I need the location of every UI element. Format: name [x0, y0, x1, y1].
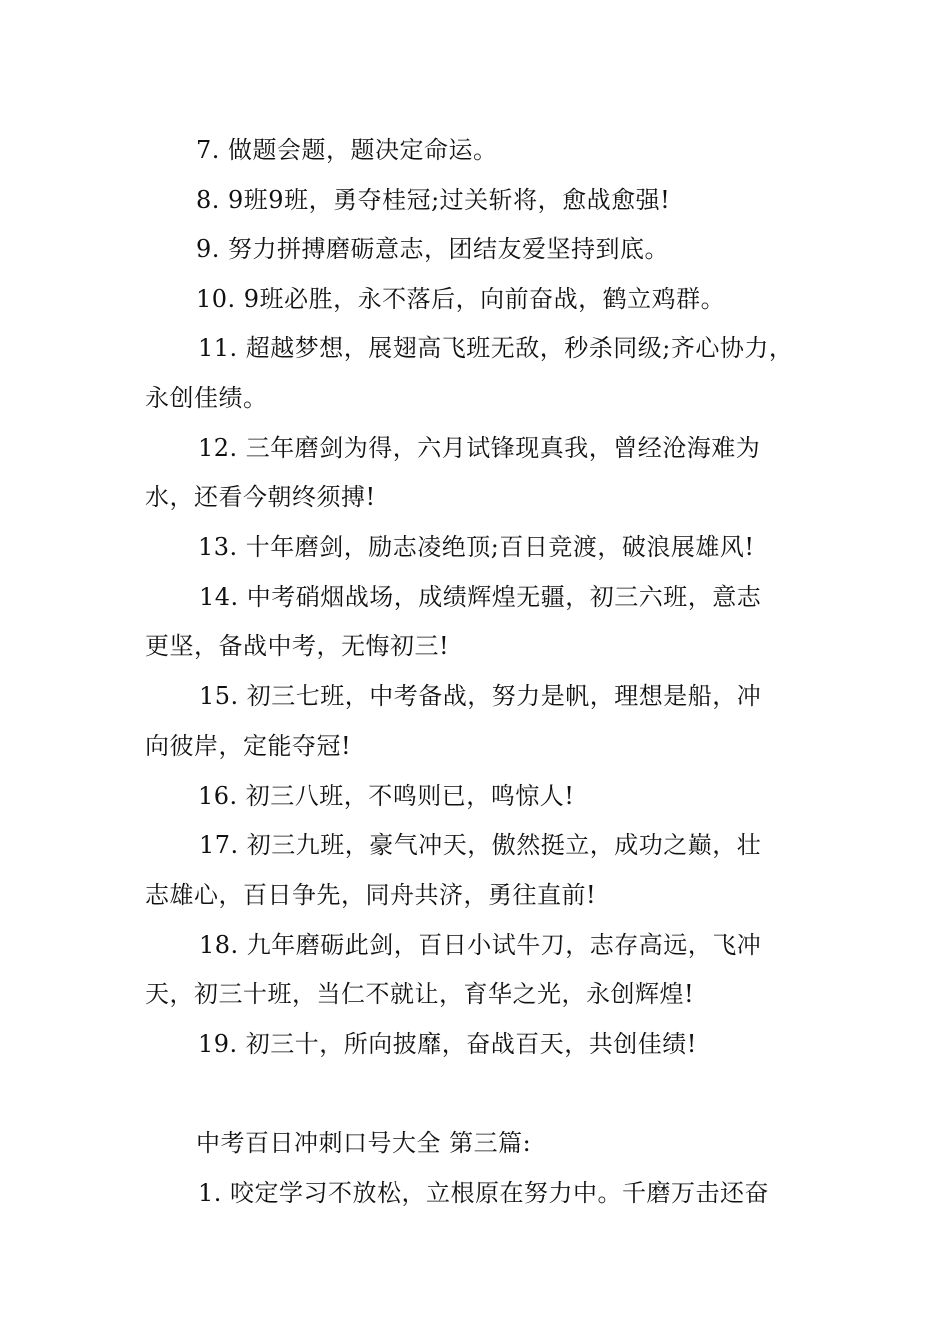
text-line-item-15: 15. 初三七班，中考备战，努力是帆，理想是船，冲: [199, 682, 762, 710]
text-line-item-13: 13. 十年磨剑，励志凌绝顶;百日竞渡，破浪展雄风!: [198, 533, 755, 561]
text-line-item-12-cont: 水，还看今朝终须搏!: [145, 483, 376, 511]
text-line-item-8: 8. 9班9班，勇夺桂冠;过关斩将，愈战愈强!: [196, 186, 671, 214]
text-line-item-19: 19. 初三十，所向披靡，奋战百天，共创佳绩!: [198, 1030, 697, 1058]
text-line-item-11: 11. 超越梦想，展翅高飞班无敌，秒杀同级;齐心协力，: [198, 334, 794, 362]
text-line-item-11-cont: 永创佳绩。: [145, 384, 268, 412]
text-line-item-14-cont: 更坚，备战中考，无悔初三!: [145, 632, 450, 660]
text-line-item-17: 17. 初三九班，豪气冲天，傲然挺立，成功之巅，壮: [199, 831, 762, 859]
text-line-item-9: 9. 努力拼搏磨砺意志，团结友爱坚持到底。: [196, 235, 670, 263]
text-line-item-10: 10. 9班必胜，永不落后，向前奋战，鹤立鸡群。: [196, 285, 726, 313]
text-line-item-15-cont: 向彼岸，定能夺冠!: [145, 732, 352, 760]
text-line-section3-item-1: 1. 咬定学习不放松，立根原在努力中。千磨万击还奋: [198, 1179, 770, 1207]
text-line-item-14: 14. 中考硝烟战场，成绩辉煌无疆，初三六班，意志: [199, 583, 762, 611]
section-heading: 中考百日冲刺口号大全 第三篇:: [196, 1129, 532, 1157]
text-line-item-12: 12. 三年磨剑为得，六月试锋现真我，曾经沧海难为: [198, 434, 761, 462]
text-line-item-7: 7. 做题会题，题决定命运。: [196, 136, 498, 164]
text-line-item-17-cont: 志雄心，百日争先，同舟共济，勇往直前!: [145, 881, 597, 909]
text-line-item-16: 16. 初三八班，不鸣则已，鸣惊人!: [198, 782, 575, 810]
text-line-item-18: 18. 九年磨砺此剑，百日小试牛刀，志存高远，飞冲: [199, 931, 762, 959]
text-line-item-18-cont: 天，初三十班，当仁不就让，育华之光，永创辉煌!: [145, 980, 695, 1008]
